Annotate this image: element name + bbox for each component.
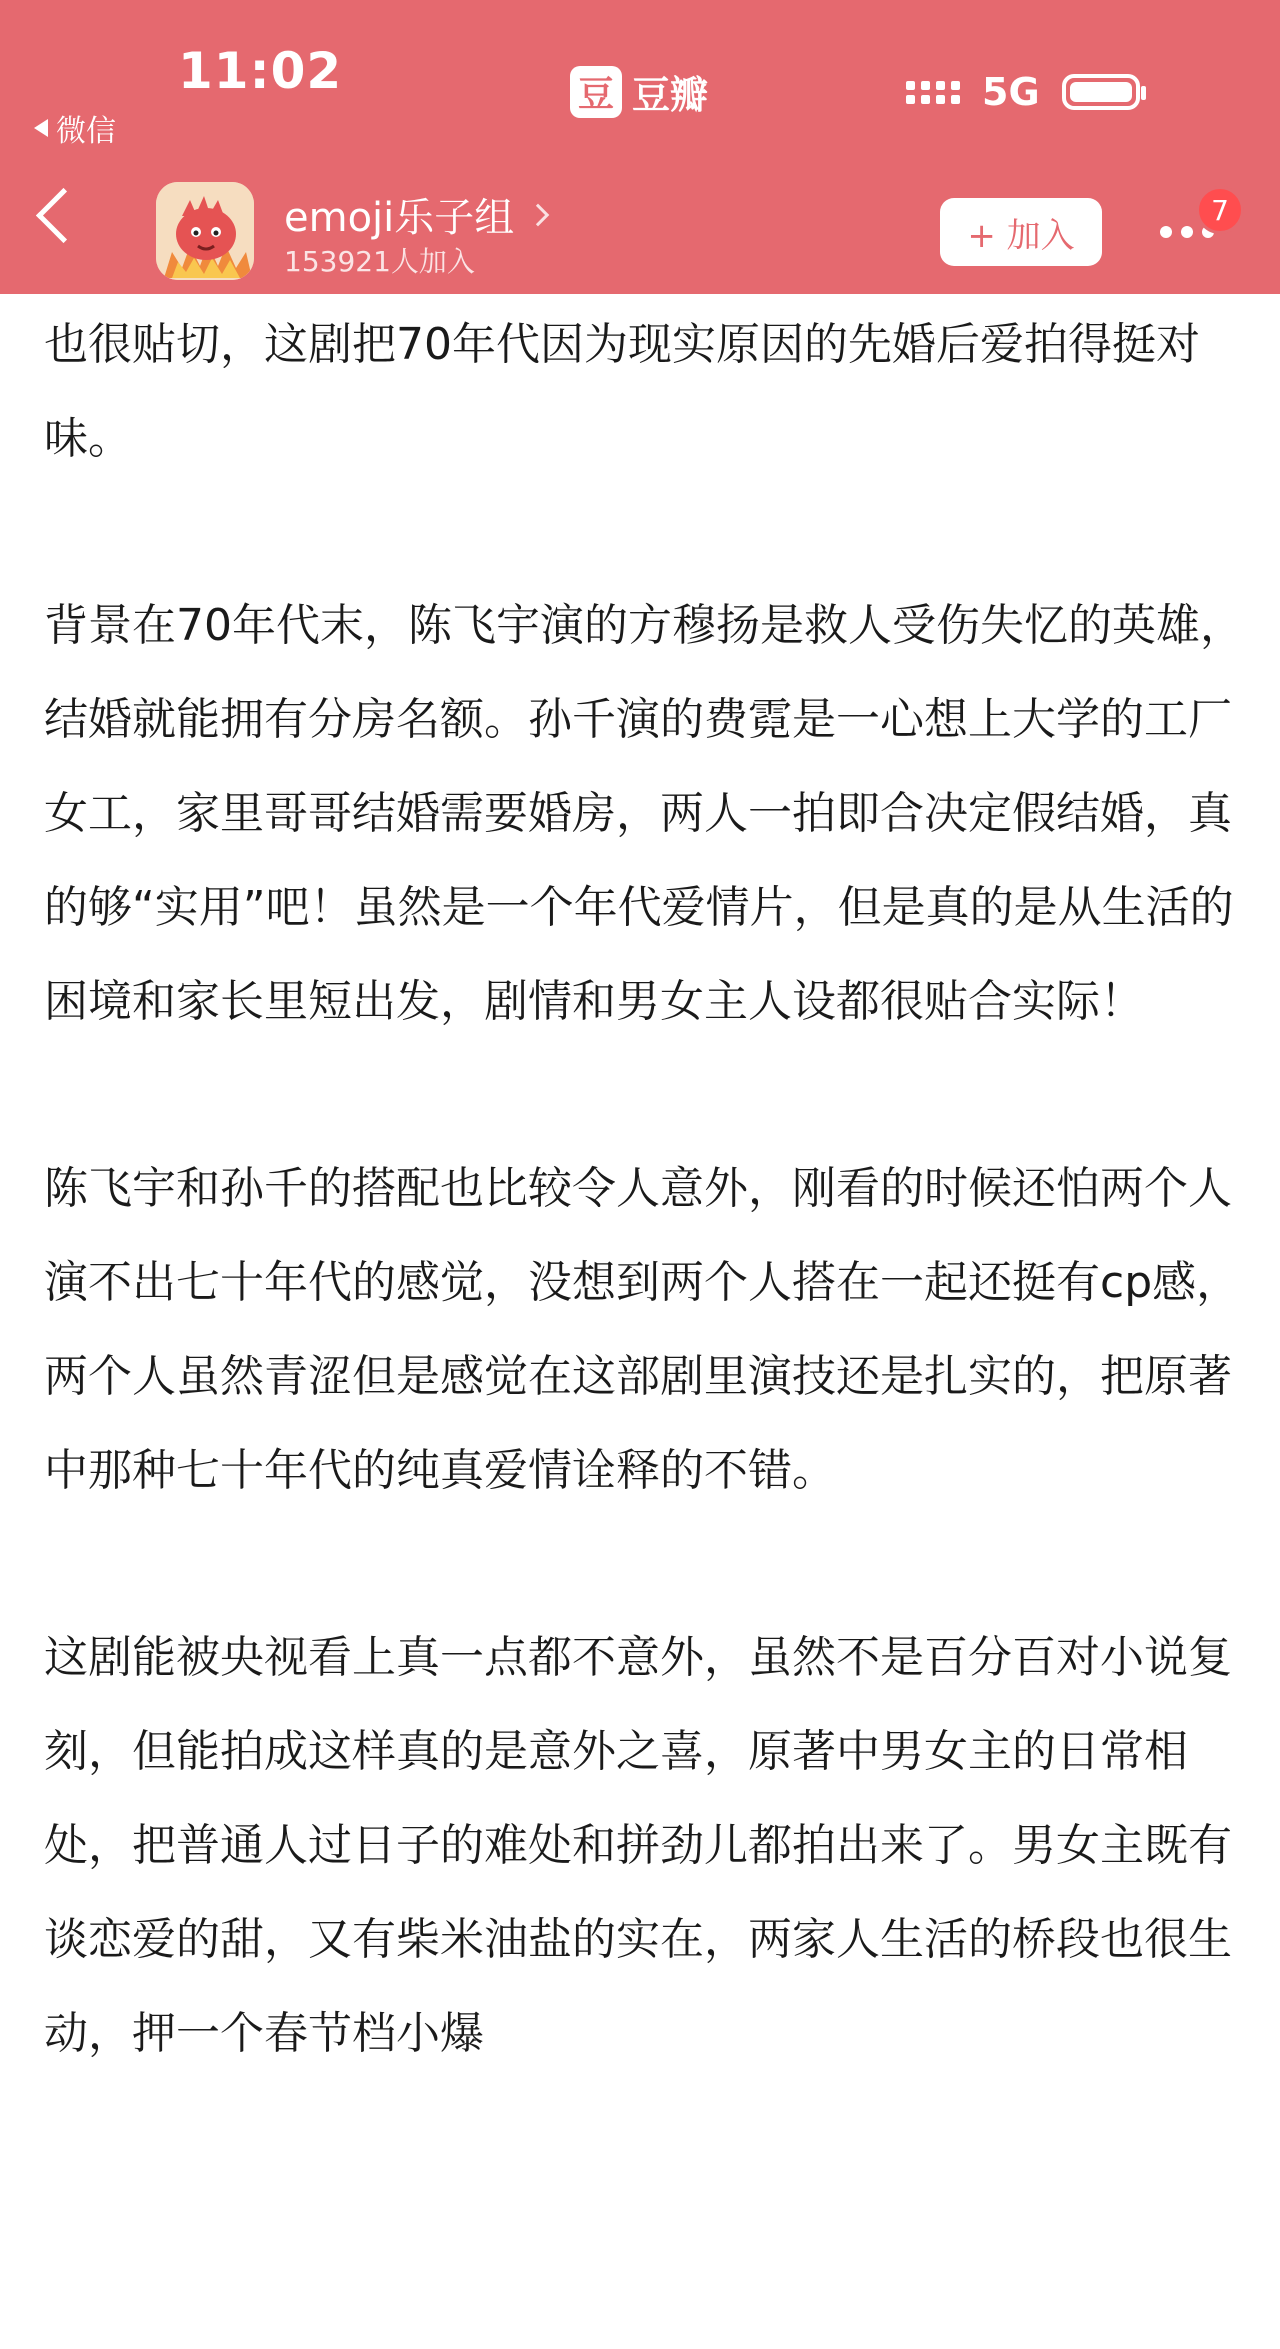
brand-name: 豆瓣: [632, 73, 709, 117]
brand: [570, 64, 708, 119]
signal-icon: [906, 81, 960, 104]
notification-badge: 7: [1196, 186, 1244, 234]
back-to-wechat[interactable]: [34, 106, 116, 150]
group-name: emoji乐子组: [284, 195, 515, 241]
member-count: 153921人加入: [284, 245, 475, 278]
join-button[interactable]: + 加入: [940, 198, 1102, 266]
douban-logo-icon: 豆: [570, 66, 622, 118]
chevron-right-icon: [527, 203, 550, 226]
group-name-link[interactable]: [284, 186, 546, 243]
post-body: [44, 298, 1244, 2081]
group-avatar[interactable]: [156, 182, 254, 280]
back-triangle-icon: [34, 119, 48, 137]
network-label: 5G: [982, 70, 1040, 114]
back-app-label: 微信: [56, 114, 116, 149]
battery-icon: [1062, 74, 1140, 110]
post-paragraph: 这剧能被央视看上真一点都不意外，虽然不是百分百对小说复刻，但能拍成这样真的是意外之喜，原著中男女主的日常相处，把普通人过日子的难处和拼劲儿都拍出来了。男女主既有谈恋爱的甜，又有柴米油盐的实在，两家人生活的桥段也很生动，押一个春节档小爆: [44, 1632, 1232, 2059]
group-avatar-icon: [156, 182, 254, 280]
post-paragraph: 陈飞宇和孙千的搭配也比较令人意外，刚看的时候还怕两个人演不出七十年代的感觉，没想到两个人搭在一起还挺有cp感，两个人虽然青涩但是感觉在这部剧里演技还是扎实的，把原著中那种七十年代的纯真爱情诠释的不错。: [44, 1163, 1241, 1496]
status-indicators: [906, 70, 1140, 114]
status-time: 11:02: [178, 42, 343, 100]
back-arrow-icon[interactable]: [36, 188, 91, 243]
post-paragraph: 也很贴切，这剧把70年代因为现实原因的先婚后爱拍得挺对味。: [44, 319, 1200, 464]
post-paragraph: 背景在70年代末，陈飞宇演的方穆扬是救人受伤失忆的英雄，结婚就能拥有分房名额。孙千演的费霓是一心想上大学的工厂女工，家里哥哥结婚需要婚房，两人一拍即合决定假结婚，真的够“实用”吧！虽然是一个年代爱情片，但是真的是从生活的困境和家长里短出发，剧情和男女主人设都很贴合实际！: [44, 600, 1244, 1027]
app-header: [0, 0, 1280, 294]
